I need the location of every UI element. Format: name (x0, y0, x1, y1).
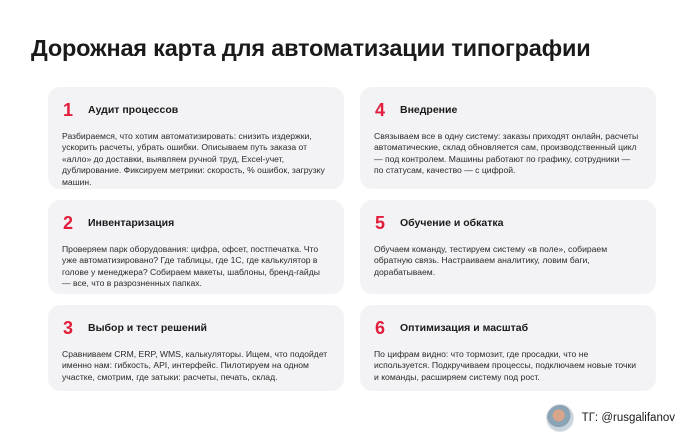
step-description: Проверяем парк оборудования: цифра, офсет, постпечатка. Что уже автоматизировано? Где таблицы, где 1С, где калькулятор в голове у менеджера? Собираем макеты, шаблоны, бренд-гайды — все, что в разрозненных папках. (62, 244, 320, 289)
step-title: Аудит процессов (88, 103, 179, 116)
step-number: 5 (375, 213, 386, 233)
step-title: Инвентаризация (88, 216, 175, 229)
page-title: Дорожная карта для автоматизации типографии (31, 35, 591, 61)
step-number: 3 (63, 318, 74, 338)
step-description: Связываем все в одну систему: заказы приходят онлайн, расчеты автоматические, склад обновляется сам, производственный цикл — под контролем. Машины работают по графику, сотрудники — по статусам, качество — с цифрой. (374, 131, 639, 176)
step-number: 4 (375, 100, 386, 120)
step-title: Обучение и обкатка (400, 216, 504, 229)
step-card-2 (48, 200, 344, 294)
avatar (546, 404, 574, 432)
author-footer (546, 404, 675, 432)
step-card-1 (48, 87, 344, 189)
step-number: 1 (63, 100, 74, 120)
step-card-3 (48, 305, 344, 391)
step-number: 2 (63, 213, 74, 233)
step-description: Обучаем команду, тестируем систему «в поле», собираем обратную связь. Настраиваем аналитику, ловим баги, дорабатываем. (374, 244, 608, 277)
step-title: Оптимизация и масштаб (400, 321, 529, 334)
step-description: Разбираемся, что хотим автоматизировать: снизить издержки, ускорить расчеты, убрать ошибки. Описываем путь заказа от «алло» до доставки, выявляем ручной труд, Excel-учет, дублирование. Фиксируем метрики: скорость, % ошибок, загрузку машин. (62, 131, 325, 187)
step-title: Внедрение (400, 103, 458, 116)
step-title: Выбор и тест решений (88, 321, 207, 334)
step-card-6 (360, 305, 656, 391)
step-card-5 (360, 200, 656, 294)
step-card-4 (360, 87, 656, 189)
telegram-handle: ТГ: @rusgalifanov (581, 412, 675, 424)
step-number: 6 (375, 318, 386, 338)
step-description: По цифрам видно: что тормозит, где просадки, что не используется. Подкручиваем процессы, подключаем новые точки и команды, расширяем систему под рост. (374, 349, 637, 382)
step-description: Сравниваем CRM, ERP, WMS, калькуляторы. Ищем, что подойдет именно нам: гибкость, API, интерфейс. Пилотируем на одном участке, смотрим, где затыки: расчеты, печать, склад. (62, 349, 328, 382)
